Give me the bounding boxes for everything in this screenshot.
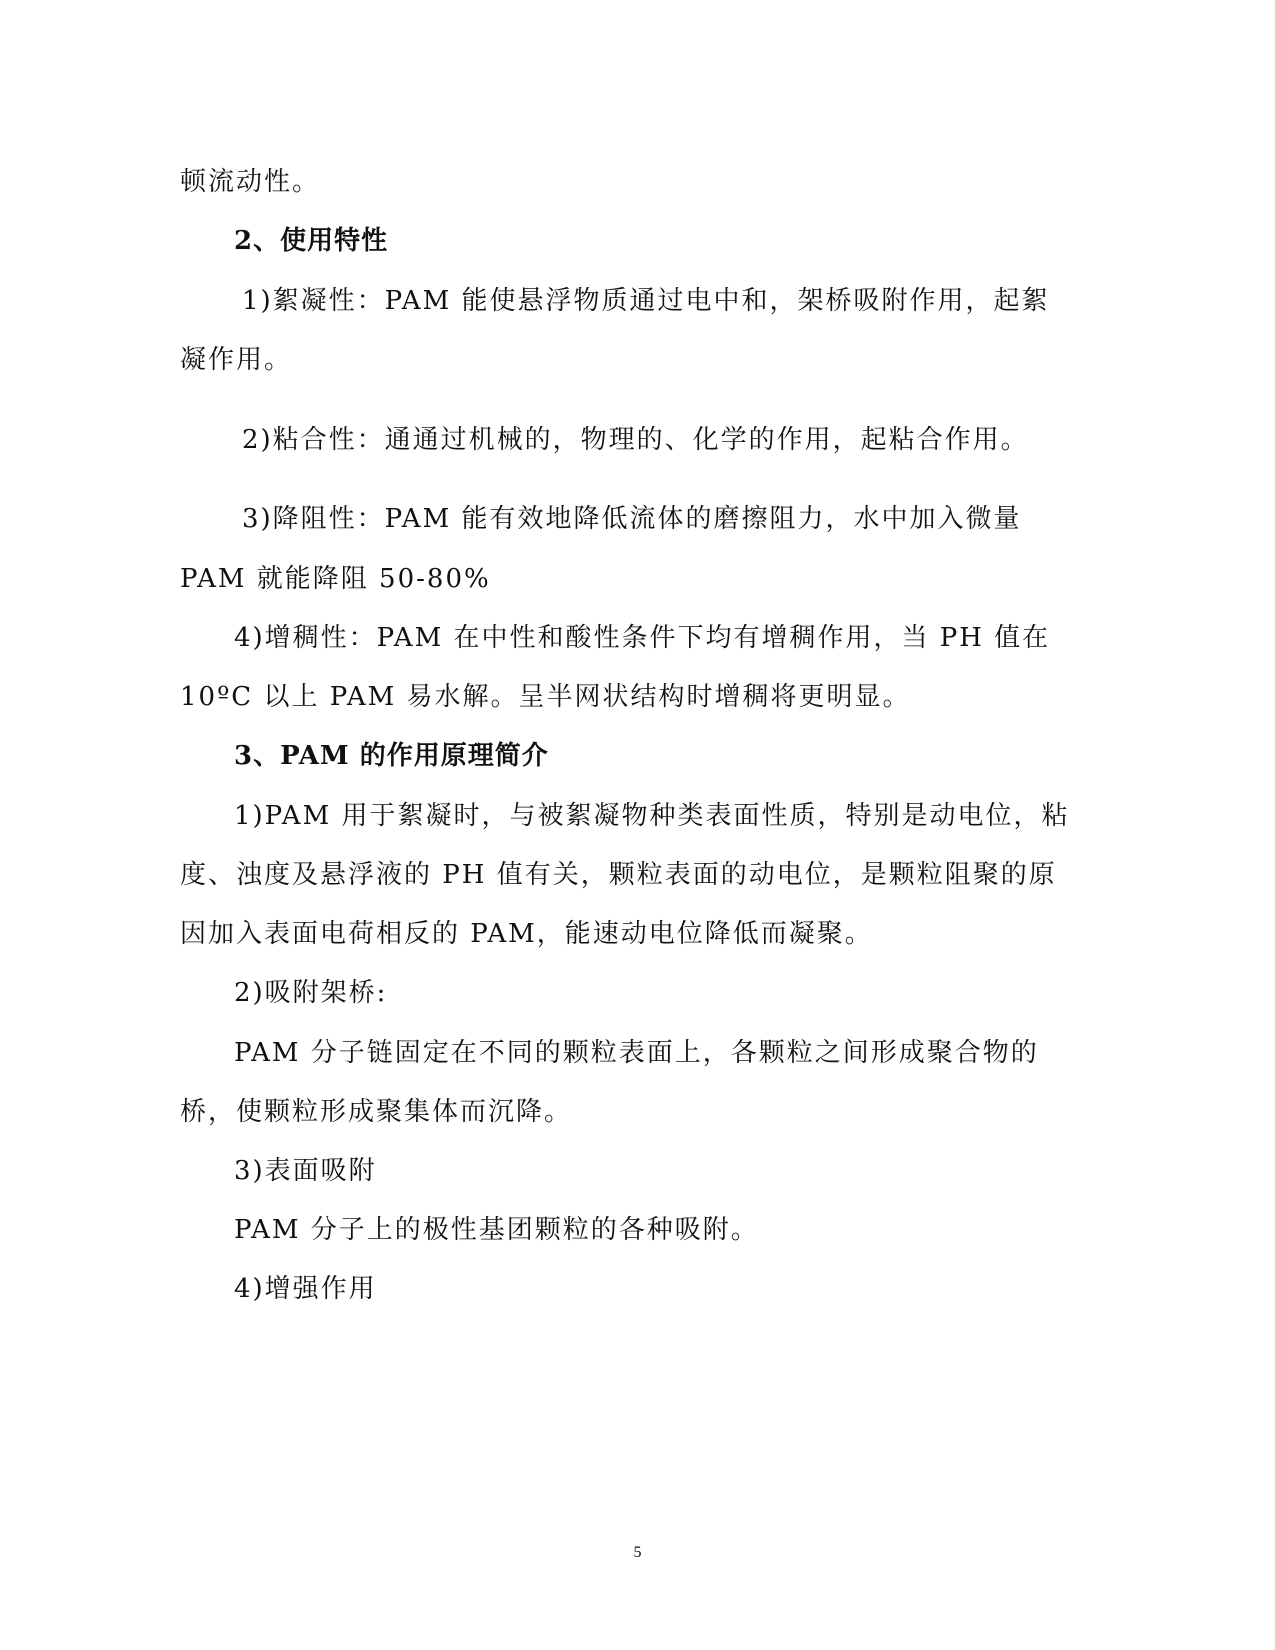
paragraph-line: 1)PAM 用于絮凝时，与被絮凝物种类表面性质，特别是动电位，粘 (234, 801, 1070, 831)
paragraph-line: PAM 就能降阻 50-80% (180, 564, 491, 594)
paragraph-line: 4)增强作用 (234, 1274, 377, 1304)
paragraph-line: 1)絮凝性：PAM 能使悬浮物质通过电中和，架桥吸附作用，起絮 (242, 286, 1050, 316)
paragraph-line: PAM 分子上的极性基团颗粒的各种吸附。 (234, 1215, 759, 1245)
paragraph-line: 桥，使颗粒形成聚集体而沉降。 (180, 1097, 573, 1127)
paragraph-line: PAM 分子链固定在不同的颗粒表面上，各颗粒之间形成聚合物的 (234, 1038, 1039, 1068)
paragraph-line: 4)增稠性：PAM 在中性和酸性条件下均有增稠作用，当 PH 值在 (234, 623, 1051, 653)
section-heading: 2、使用特性 (234, 226, 389, 256)
paragraph-line: 3)降阻性：PAM 能有效地降低流体的磨擦阻力，水中加入微量 (242, 504, 1022, 534)
paragraph-line: 2)粘合性：通通过机械的，物理的、化学的作用，起粘合作用。 (242, 425, 1029, 455)
paragraph-line: 因加入表面电荷相反的 PAM，能速动电位降低而凝聚。 (180, 919, 873, 949)
section-heading: 3、PAM 的作用原理简介 (234, 741, 549, 771)
paragraph-line: 2)吸附架桥: (234, 978, 388, 1008)
paragraph-line: 10ºC 以上 PAM 易水解。呈半网状结构时增稠将更明显。 (180, 682, 911, 712)
paragraph-line: 凝作用。 (180, 345, 293, 375)
paragraph-line: 3)表面吸附 (234, 1156, 377, 1186)
paragraph-line: 顿流动性。 (180, 167, 321, 197)
paragraph-line: 度、浊度及悬浮液的 PH 值有关，颗粒表面的动电位，是颗粒阻聚的原 (180, 860, 1057, 890)
page-number: 5 (633, 1544, 642, 1561)
